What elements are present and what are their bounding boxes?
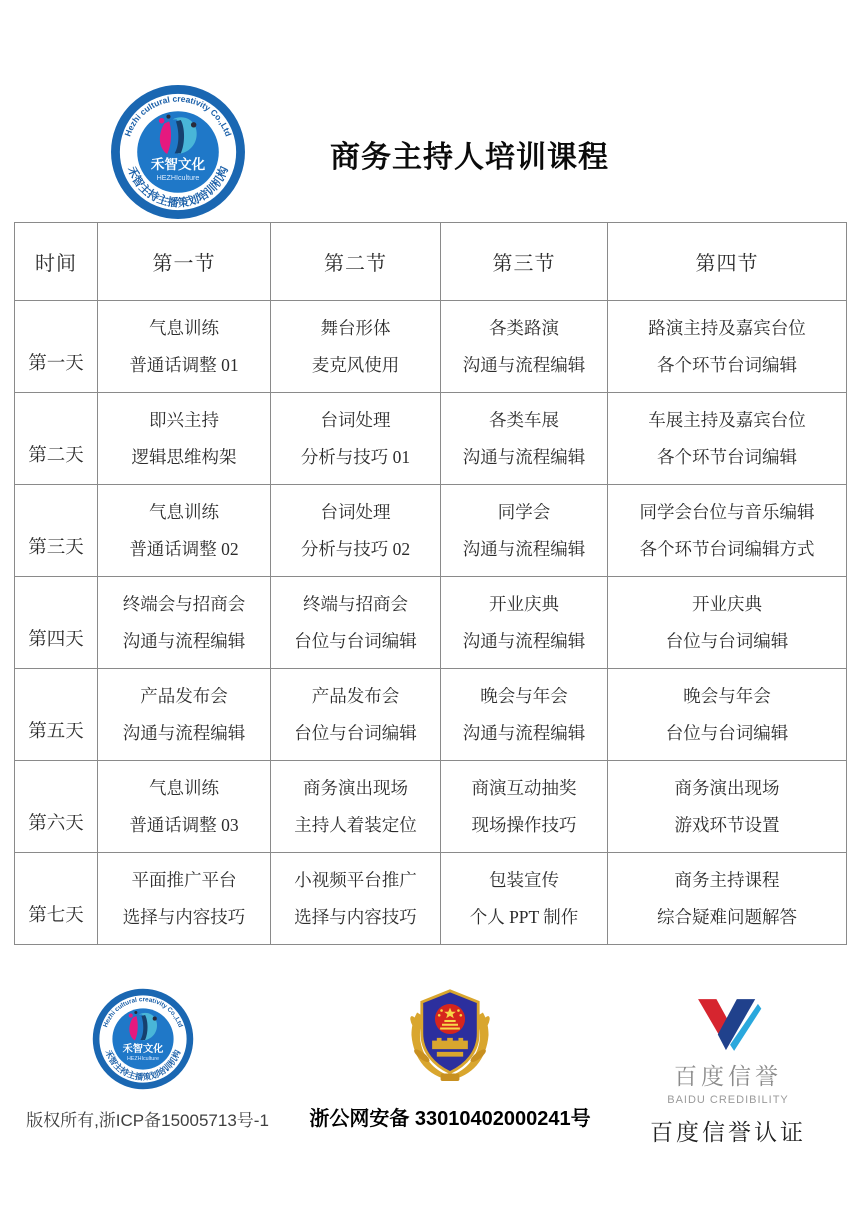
course-line: 小视频平台推广: [294, 870, 417, 890]
schedule-table: [14, 222, 847, 945]
course-line: 舞台形体: [320, 318, 391, 338]
course-line: 包装宣传: [489, 870, 559, 890]
course-line: 沟通与流程编辑: [462, 631, 586, 651]
course-cell: [441, 669, 608, 761]
course-cell: [441, 485, 608, 577]
course-line: 终端会与招商会: [122, 594, 246, 614]
footer-company-seal-logo: [92, 988, 194, 1090]
course-cell: [441, 761, 608, 853]
baidu-credibility-sub: BAIDU CREDIBILITY: [667, 1094, 789, 1106]
course-line: 选择与内容技巧: [122, 907, 246, 927]
course-line: 产品发布会: [140, 686, 228, 706]
course-line: 同学会台位与音乐编辑: [639, 502, 815, 522]
course-line: 气息训练: [149, 778, 219, 798]
course-line: 沟通与流程编辑: [462, 447, 586, 467]
course-line: 主持人着装定位: [294, 815, 417, 835]
baidu-credibility-icon: [694, 996, 762, 1054]
course-cell: [98, 761, 271, 853]
table-header-row: [15, 223, 847, 301]
course-line: 晚会与年会: [480, 686, 568, 706]
course-line: 气息训练: [149, 502, 219, 522]
course-line: 气息训练: [149, 318, 219, 338]
course-line: 现场操作技巧: [471, 815, 577, 835]
course-line: 沟通与流程编辑: [122, 723, 246, 743]
course-line: 即兴主持: [149, 410, 219, 430]
course-cell: [271, 669, 441, 761]
course-cell: [608, 577, 847, 669]
course-cell: [271, 853, 441, 945]
course-line: 晚会与年会: [683, 686, 771, 706]
column-header-cell: 第二节: [271, 223, 441, 301]
baidu-credibility-name: 百度信誉: [674, 1063, 782, 1089]
baidu-credibility-block: [640, 996, 816, 1147]
course-cell: [608, 669, 847, 761]
course-line: 选择与内容技巧: [294, 907, 417, 927]
course-line: 分析与技巧 02: [300, 539, 411, 559]
company-seal-logo: [110, 84, 246, 220]
table-row: [15, 301, 847, 393]
course-cell: [608, 853, 847, 945]
course-cell: [441, 577, 608, 669]
course-line: 各类车展: [489, 410, 559, 430]
course-line: 开业庆典: [692, 594, 762, 614]
table-row: [15, 577, 847, 669]
day-cell: 第四天: [15, 577, 98, 669]
day-cell: 第五天: [15, 669, 98, 761]
course-cell: [271, 393, 441, 485]
course-cell: [271, 577, 441, 669]
course-line: 台位与台词编辑: [665, 723, 789, 743]
course-line: 沟通与流程编辑: [462, 723, 586, 743]
course-cell: [441, 393, 608, 485]
table-row: [15, 853, 847, 945]
baidu-certification-text: 百度信誉认证: [650, 1119, 806, 1145]
course-cell: [98, 485, 271, 577]
page-title: 商务主持人培训课程: [330, 141, 609, 174]
day-cell: 第六天: [15, 761, 98, 853]
course-line: 同学会: [497, 502, 551, 522]
course-line: 各个环节台词编辑: [657, 447, 797, 467]
course-line: 沟通与流程编辑: [462, 355, 586, 375]
icp-copyright-text: 版权所有,浙ICP备15005713号-1: [26, 1111, 269, 1130]
course-line: 普通话调整 03: [129, 815, 239, 835]
course-line: 商务主持课程: [674, 870, 780, 890]
day-cell: 第三天: [15, 485, 98, 577]
course-cell: [271, 761, 441, 853]
course-cell: [98, 853, 271, 945]
day-cell: 第七天: [15, 853, 98, 945]
course-cell: [608, 301, 847, 393]
course-line: 各个环节台词编辑: [657, 355, 797, 375]
course-line: 个人 PPT 制作: [469, 907, 579, 927]
course-cell: [98, 577, 271, 669]
course-line: 各类路演: [489, 318, 559, 338]
course-line: 产品发布会: [311, 686, 400, 706]
table-row: [15, 669, 847, 761]
course-line: 终端与招商会: [303, 594, 408, 614]
course-cell: [271, 301, 441, 393]
course-line: 沟通与流程编辑: [462, 539, 586, 559]
day-cell: 第一天: [15, 301, 98, 393]
course-line: 台词处理: [320, 502, 391, 522]
course-cell: [271, 485, 441, 577]
column-header-cell: 第三节: [441, 223, 608, 301]
course-line: 商务演出现场: [303, 778, 408, 798]
course-cell: [441, 301, 608, 393]
course-cell: [608, 393, 847, 485]
course-line: 沟通与流程编辑: [122, 631, 246, 651]
course-cell: [441, 853, 608, 945]
course-line: 普通话调整 02: [129, 539, 239, 559]
course-line: 麦克风使用: [311, 355, 400, 375]
course-line: 台位与台词编辑: [294, 723, 417, 743]
course-cell: [98, 301, 271, 393]
column-header-cell: 第一节: [98, 223, 271, 301]
course-line: 商演互动抽奖: [471, 778, 577, 798]
course-line: 分析与技巧 01: [300, 447, 411, 467]
table-row: [15, 761, 847, 853]
course-line: 台位与台词编辑: [294, 631, 417, 651]
table-row: [15, 393, 847, 485]
course-line: 逻辑思维构架: [131, 447, 237, 467]
course-line: 普通话调整 01: [129, 355, 239, 375]
course-line: 商务演出现场: [674, 778, 780, 798]
course-cell: [98, 669, 271, 761]
course-line: 综合疑难问题解答: [657, 907, 797, 927]
course-cell: [98, 393, 271, 485]
course-line: 开业庆典: [489, 594, 559, 614]
course-line: 车展主持及嘉宾台位: [648, 410, 806, 430]
course-cell: [608, 761, 847, 853]
course-line: 路演主持及嘉宾台位: [648, 318, 806, 338]
course-line: 各个环节台词编辑方式: [639, 539, 815, 559]
column-header-cell: 第四节: [608, 223, 847, 301]
course-line: 台词处理: [320, 410, 391, 430]
course-line: 游戏环节设置: [674, 815, 780, 835]
course-line: 平面推广平台: [131, 870, 237, 890]
police-record-number: 浙公网安备 33010402000241号: [309, 1108, 591, 1130]
column-header-cell: 时间: [15, 223, 98, 301]
course-cell: [608, 485, 847, 577]
police-emblem-icon: [403, 983, 497, 1087]
course-line: 台位与台词编辑: [665, 631, 789, 651]
day-cell: 第二天: [15, 393, 98, 485]
table-row: [15, 485, 847, 577]
